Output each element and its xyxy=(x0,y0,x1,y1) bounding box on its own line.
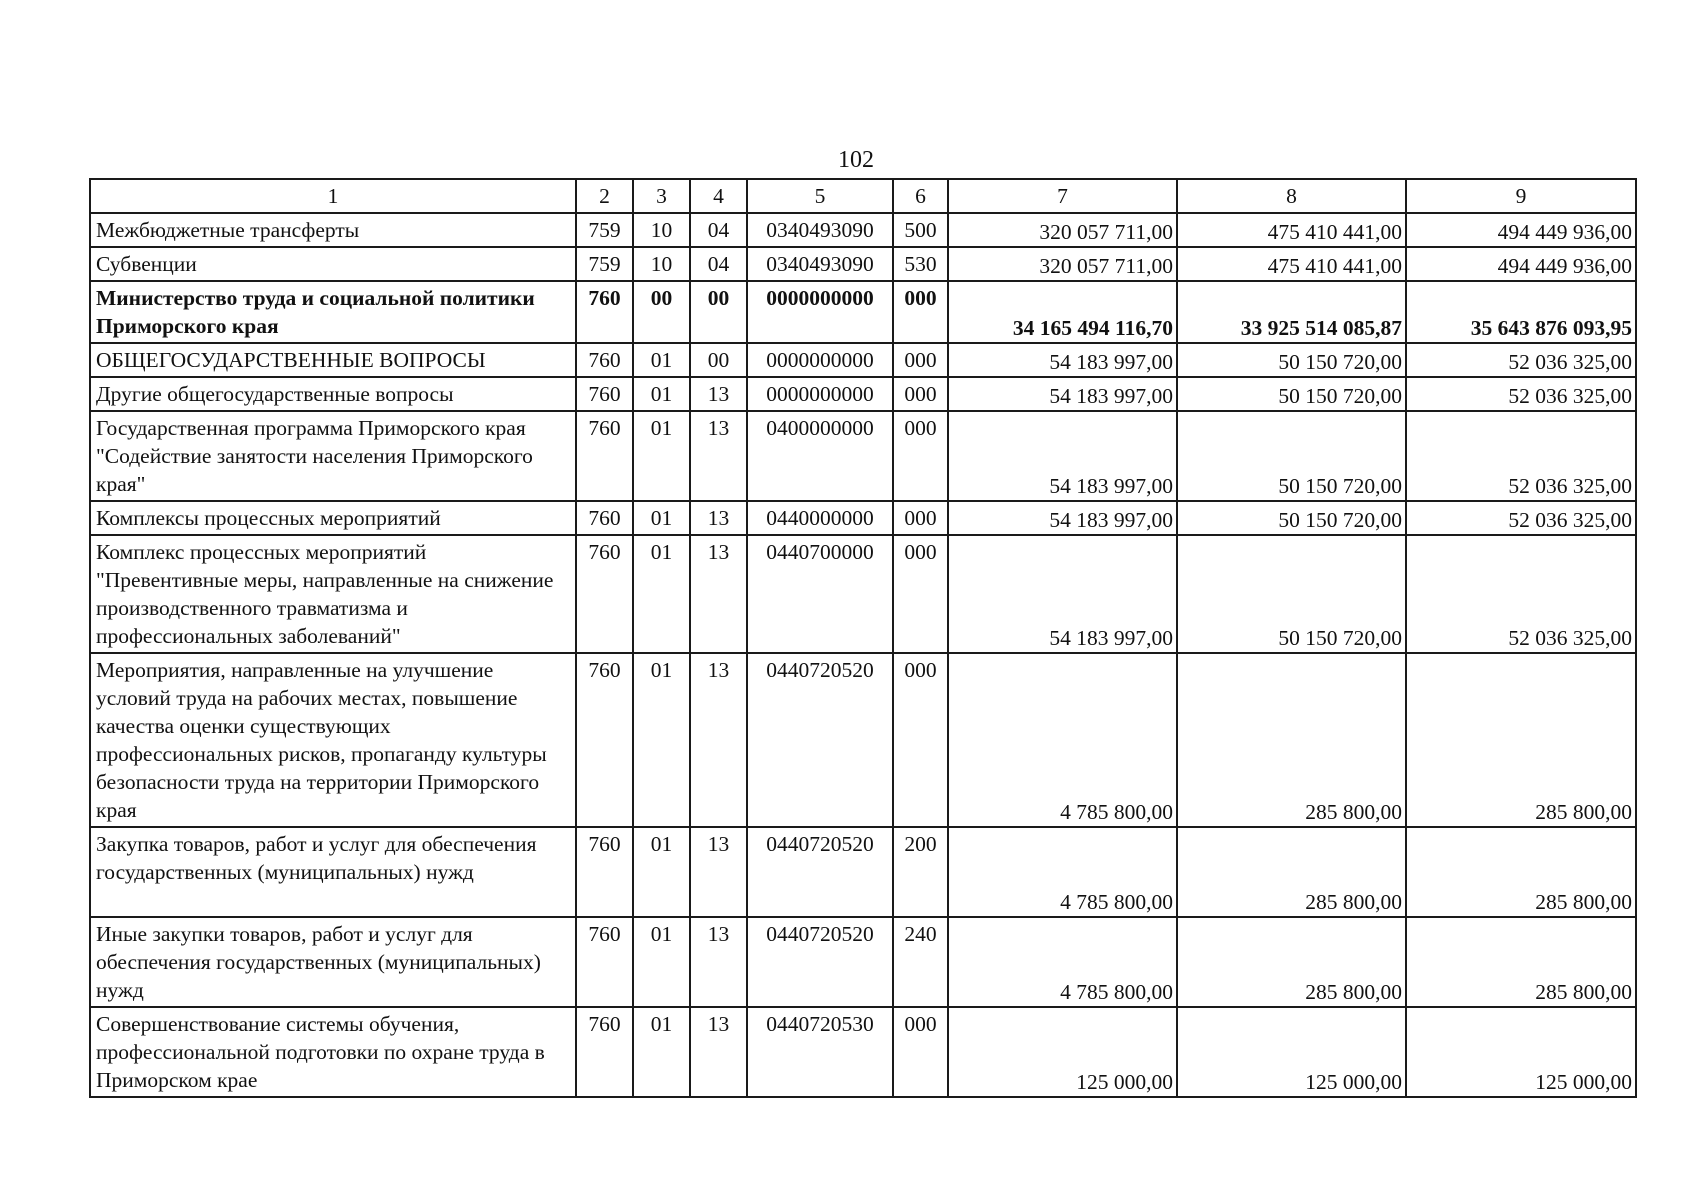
row-name: Комплексы процессных мероприятий xyxy=(90,501,576,535)
expense-type-code: 000 xyxy=(893,535,948,653)
expense-type-code: 000 xyxy=(893,501,948,535)
row-name: Межбюджетные трансферты xyxy=(90,213,576,247)
subsection-code: 00 xyxy=(690,281,747,343)
target-code: 0000000000 xyxy=(747,281,893,343)
row-name: Субвенции xyxy=(90,247,576,281)
expense-type-code: 000 xyxy=(893,281,948,343)
expense-type-code: 240 xyxy=(893,917,948,1007)
subsection-code: 13 xyxy=(690,1007,747,1097)
amount-col-8: 285 800,00 xyxy=(1177,827,1406,917)
subsection-code: 13 xyxy=(690,377,747,411)
amount-col-7: 320 057 711,00 xyxy=(948,213,1177,247)
target-code: 0000000000 xyxy=(747,377,893,411)
amount-col-9: 35 643 876 093,95 xyxy=(1406,281,1636,343)
subsection-code: 00 xyxy=(690,343,747,377)
section-code: 01 xyxy=(633,343,690,377)
section-code: 01 xyxy=(633,1007,690,1097)
amount-col-9: 52 036 325,00 xyxy=(1406,343,1636,377)
amount-col-8: 285 800,00 xyxy=(1177,653,1406,827)
table-row xyxy=(90,827,1636,917)
table-row xyxy=(90,411,1636,501)
amount-col-7: 125 000,00 xyxy=(948,1007,1177,1097)
target-code: 0440720520 xyxy=(747,917,893,1007)
subsection-code: 13 xyxy=(690,653,747,827)
amount-col-8: 125 000,00 xyxy=(1177,1007,1406,1097)
target-code: 0000000000 xyxy=(747,343,893,377)
ministry-code: 760 xyxy=(576,343,633,377)
row-name: ОБЩЕГОСУДАРСТВЕННЫЕ ВОПРОСЫ xyxy=(90,343,576,377)
amount-col-7: 320 057 711,00 xyxy=(948,247,1177,281)
ministry-code: 760 xyxy=(576,917,633,1007)
section-code: 10 xyxy=(633,247,690,281)
column-header: 8 xyxy=(1177,179,1406,213)
ministry-code: 760 xyxy=(576,535,633,653)
amount-col-7: 4 785 800,00 xyxy=(948,653,1177,827)
table-row xyxy=(90,653,1636,827)
table-row xyxy=(90,1007,1636,1097)
row-name: Иные закупки товаров, работ и услуг для обеспечения государственных (муниципальных) нужд xyxy=(90,917,576,1007)
row-name: Государственная программа Приморского края "Содействие занятости населения Приморского края" xyxy=(90,411,576,501)
amount-col-7: 4 785 800,00 xyxy=(948,827,1177,917)
row-name: Совершенствование системы обучения, профессиональной подготовки по охране труда в Приморском крае xyxy=(90,1007,576,1097)
amount-col-7: 54 183 997,00 xyxy=(948,501,1177,535)
column-number-header-row xyxy=(90,179,1636,213)
column-header: 9 xyxy=(1406,179,1636,213)
section-code: 10 xyxy=(633,213,690,247)
column-header: 2 xyxy=(576,179,633,213)
amount-col-8: 50 150 720,00 xyxy=(1177,535,1406,653)
section-code: 01 xyxy=(633,501,690,535)
amount-col-7: 4 785 800,00 xyxy=(948,917,1177,1007)
subsection-code: 13 xyxy=(690,827,747,917)
amount-col-9: 52 036 325,00 xyxy=(1406,535,1636,653)
expense-type-code: 500 xyxy=(893,213,948,247)
row-name: Комплекс процессных мероприятий "Превентивные меры, направленные на снижение производственного травматизма и профессиональных заболеваний" xyxy=(90,535,576,653)
row-name: Закупка товаров, работ и услуг для обеспечения государственных (муниципальных) нужд xyxy=(90,827,576,917)
amount-col-8: 475 410 441,00 xyxy=(1177,213,1406,247)
expense-type-code: 000 xyxy=(893,653,948,827)
ministry-code: 760 xyxy=(576,501,633,535)
table-row xyxy=(90,535,1636,653)
column-header: 7 xyxy=(948,179,1177,213)
section-code: 00 xyxy=(633,281,690,343)
ministry-code: 760 xyxy=(576,653,633,827)
section-code: 01 xyxy=(633,377,690,411)
amount-col-7: 34 165 494 116,70 xyxy=(948,281,1177,343)
amount-col-9: 52 036 325,00 xyxy=(1406,377,1636,411)
amount-col-9: 285 800,00 xyxy=(1406,653,1636,827)
amount-col-9: 285 800,00 xyxy=(1406,827,1636,917)
target-code: 0340493090 xyxy=(747,247,893,281)
table-row xyxy=(90,377,1636,411)
section-code: 01 xyxy=(633,535,690,653)
table-row xyxy=(90,281,1636,343)
target-code: 0440720520 xyxy=(747,653,893,827)
target-code: 0440700000 xyxy=(747,535,893,653)
table-row xyxy=(90,213,1636,247)
subsection-code: 04 xyxy=(690,213,747,247)
expense-type-code: 200 xyxy=(893,827,948,917)
column-header: 1 xyxy=(90,179,576,213)
subsection-code: 04 xyxy=(690,247,747,281)
target-code: 0400000000 xyxy=(747,411,893,501)
section-code: 01 xyxy=(633,827,690,917)
amount-col-9: 285 800,00 xyxy=(1406,917,1636,1007)
subsection-code: 13 xyxy=(690,411,747,501)
ministry-code: 760 xyxy=(576,411,633,501)
ministry-code: 760 xyxy=(576,827,633,917)
expense-type-code: 000 xyxy=(893,411,948,501)
budget-table xyxy=(89,178,1637,1098)
amount-col-9: 494 449 936,00 xyxy=(1406,213,1636,247)
table-row xyxy=(90,917,1636,1007)
section-code: 01 xyxy=(633,917,690,1007)
amount-col-9: 52 036 325,00 xyxy=(1406,501,1636,535)
column-header: 3 xyxy=(633,179,690,213)
expense-type-code: 000 xyxy=(893,377,948,411)
amount-col-8: 285 800,00 xyxy=(1177,917,1406,1007)
amount-col-9: 52 036 325,00 xyxy=(1406,411,1636,501)
amount-col-7: 54 183 997,00 xyxy=(948,343,1177,377)
amount-col-9: 494 449 936,00 xyxy=(1406,247,1636,281)
amount-col-7: 54 183 997,00 xyxy=(948,535,1177,653)
row-name: Другие общегосударственные вопросы xyxy=(90,377,576,411)
amount-col-8: 50 150 720,00 xyxy=(1177,411,1406,501)
amount-col-9: 125 000,00 xyxy=(1406,1007,1636,1097)
expense-type-code: 000 xyxy=(893,1007,948,1097)
target-code: 0440720520 xyxy=(747,827,893,917)
table-row xyxy=(90,343,1636,377)
section-code: 01 xyxy=(633,411,690,501)
ministry-code: 759 xyxy=(576,213,633,247)
amount-col-8: 50 150 720,00 xyxy=(1177,377,1406,411)
ministry-code: 760 xyxy=(576,281,633,343)
ministry-code: 759 xyxy=(576,247,633,281)
amount-col-8: 50 150 720,00 xyxy=(1177,501,1406,535)
subsection-code: 13 xyxy=(690,501,747,535)
ministry-code: 760 xyxy=(576,1007,633,1097)
expense-type-code: 000 xyxy=(893,343,948,377)
target-code: 0440000000 xyxy=(747,501,893,535)
column-header: 5 xyxy=(747,179,893,213)
subsection-code: 13 xyxy=(690,917,747,1007)
page-number: 102 xyxy=(838,147,874,173)
column-header: 6 xyxy=(893,179,948,213)
column-header: 4 xyxy=(690,179,747,213)
target-code: 0440720530 xyxy=(747,1007,893,1097)
table-row xyxy=(90,501,1636,535)
amount-col-7: 54 183 997,00 xyxy=(948,411,1177,501)
expense-type-code: 530 xyxy=(893,247,948,281)
row-name: Министерство труда и социальной политики Приморского края xyxy=(90,281,576,343)
section-code: 01 xyxy=(633,653,690,827)
ministry-code: 760 xyxy=(576,377,633,411)
table-row xyxy=(90,247,1636,281)
amount-col-8: 33 925 514 085,87 xyxy=(1177,281,1406,343)
amount-col-8: 50 150 720,00 xyxy=(1177,343,1406,377)
target-code: 0340493090 xyxy=(747,213,893,247)
amount-col-8: 475 410 441,00 xyxy=(1177,247,1406,281)
row-name: Мероприятия, направленные на улучшение условий труда на рабочих местах, повышение качества оценки существующих профессиональных рисков, пропаганду культуры безопасности труда на территории Приморского края xyxy=(90,653,576,827)
amount-col-7: 54 183 997,00 xyxy=(948,377,1177,411)
subsection-code: 13 xyxy=(690,535,747,653)
